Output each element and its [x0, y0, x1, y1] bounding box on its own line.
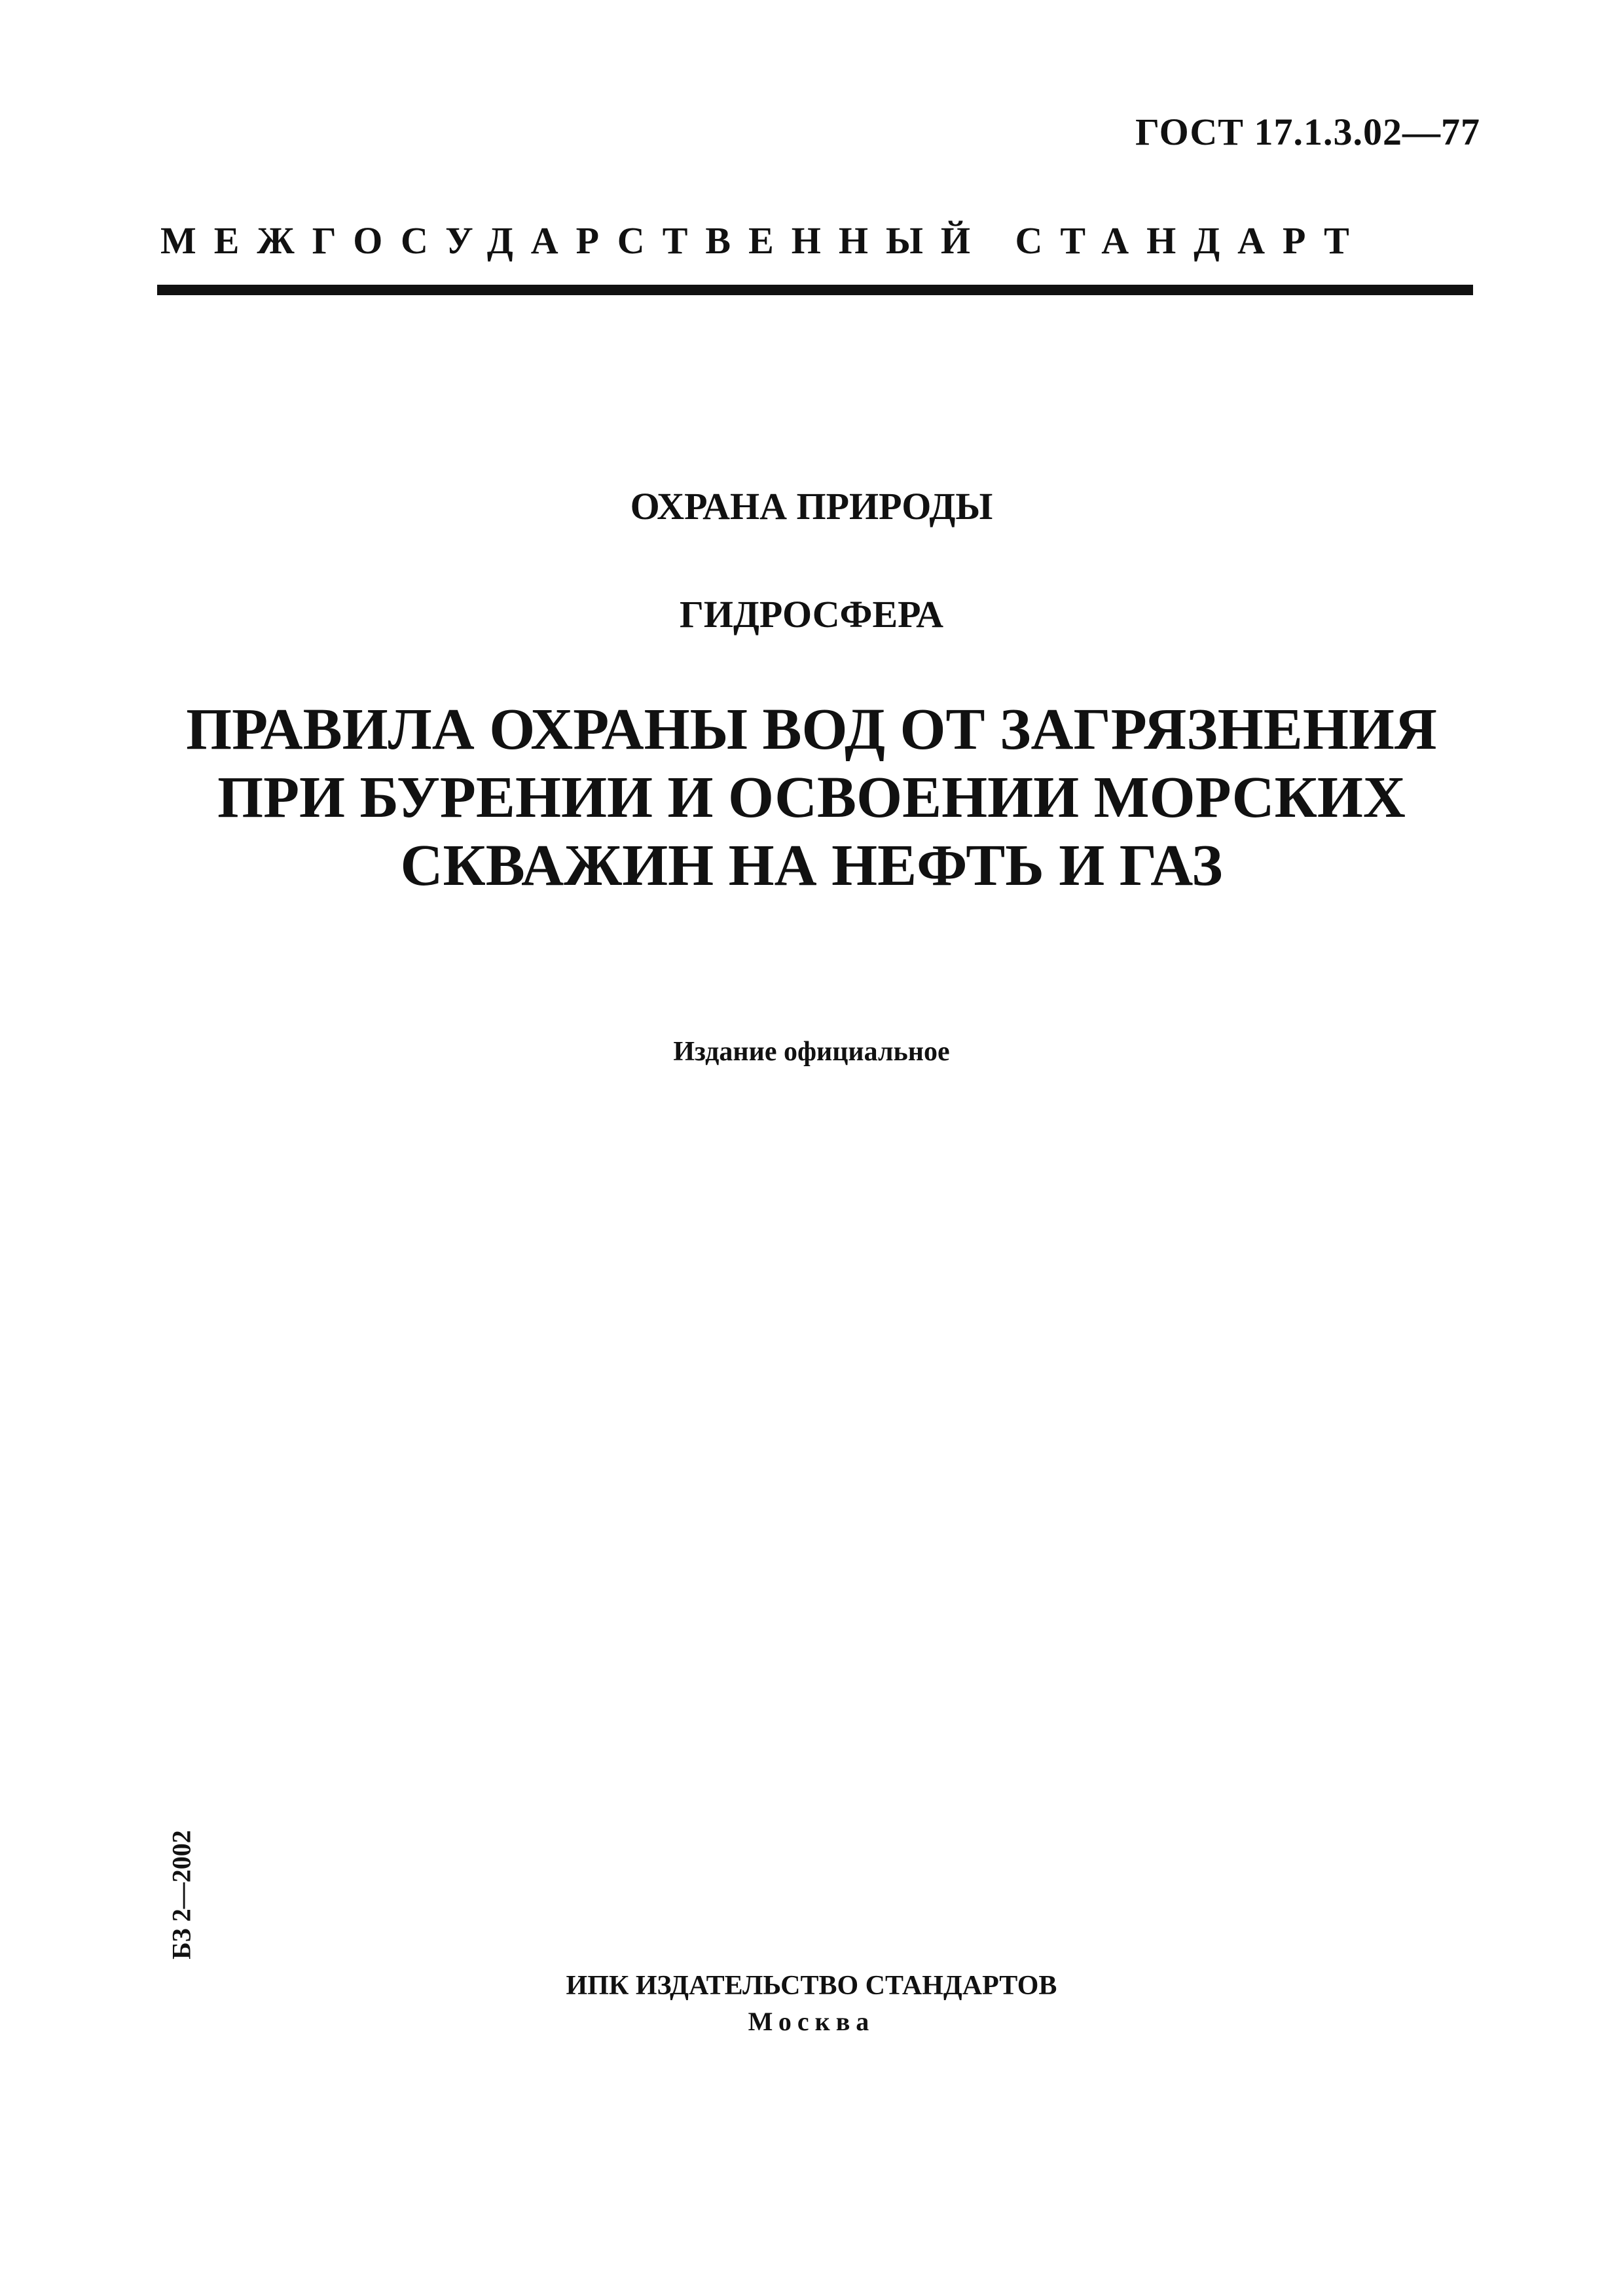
header-rule	[157, 285, 1473, 295]
gost-code: ГОСТ 17.1.3.02—77	[1135, 111, 1480, 153]
subsubject-heading: ГИДРОСФЕРА	[679, 593, 944, 636]
edition-note: Издание официальное	[673, 1037, 950, 1067]
main-title-line-1: ПРАВИЛА ОХРАНЫ ВОД ОТ ЗАГРЯЗНЕНИЯ	[186, 697, 1437, 762]
publisher: ИПК ИЗДАТЕЛЬСТВО СТАНДАРТОВ	[566, 1971, 1057, 2001]
publisher-city: Москва	[748, 2007, 875, 2036]
side-code: БЗ 2—2002	[166, 1830, 196, 1960]
main-title	[0, 696, 1623, 900]
main-title-line-2: ПРИ БУРЕНИИ И ОСВОЕНИИ МОРСКИХ	[217, 765, 1406, 830]
subject-heading: ОХРАНА ПРИРОДЫ	[630, 485, 993, 528]
standard-type: МЕЖГОСУДАРСТВЕННЫЙ СТАНДАРТ	[160, 219, 1367, 262]
main-title-line-3: СКВАЖИН НА НЕФТЬ И ГАЗ	[400, 833, 1223, 898]
